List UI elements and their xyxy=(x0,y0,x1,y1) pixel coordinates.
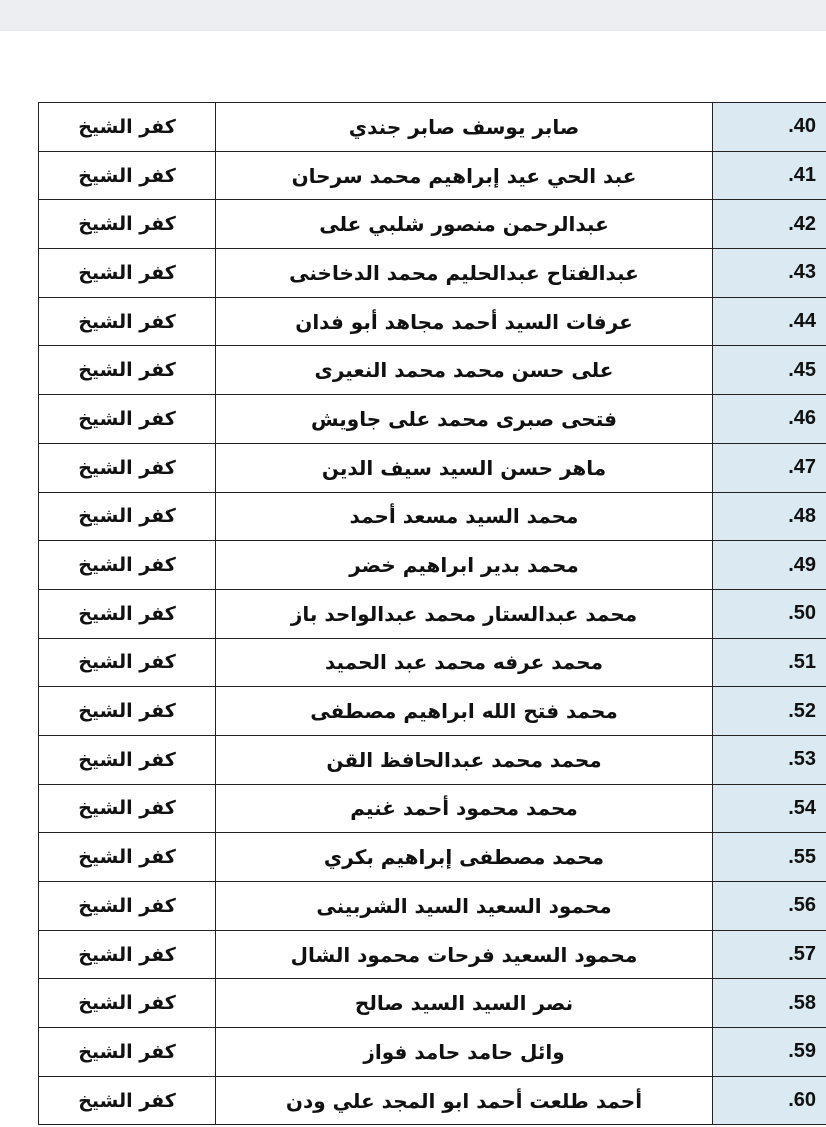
table-row xyxy=(39,930,826,979)
row-number-cell xyxy=(713,930,826,979)
row-number-text: .46 xyxy=(788,407,816,430)
name-cell: نصر السيد السيد صالح xyxy=(216,979,713,1028)
table-row xyxy=(39,443,826,492)
table-row xyxy=(39,492,826,541)
table-row xyxy=(39,784,826,833)
name-cell: محمد مصطفى إبراهيم بكري xyxy=(216,833,713,882)
row-number-cell xyxy=(713,687,826,736)
name-cell: فتحى صبرى محمد على جاويش xyxy=(216,395,713,444)
row-number-text: .57 xyxy=(788,943,816,966)
name-cell: محمد عرفه محمد عبد الحميد xyxy=(216,638,713,687)
table-row xyxy=(39,833,826,882)
city-cell: كفر الشيخ xyxy=(39,589,216,638)
row-number-text: .41 xyxy=(788,164,816,187)
name-cell: محمود السعيد فرحات محمود الشال xyxy=(216,930,713,979)
row-number-cell xyxy=(713,200,826,249)
table-row xyxy=(39,687,826,736)
row-number-text: .44 xyxy=(788,310,816,333)
table-row xyxy=(39,103,826,152)
row-number-cell xyxy=(713,979,826,1028)
row-number-cell xyxy=(713,443,826,492)
city-cell: كفر الشيخ xyxy=(39,1028,216,1077)
row-number-text: .50 xyxy=(788,602,816,625)
row-number-cell xyxy=(713,638,826,687)
name-cell: عبدالفتاح عبدالحليم محمد الدخاخنى xyxy=(216,249,713,298)
row-number-text: .58 xyxy=(788,991,816,1014)
row-number-text: .60 xyxy=(788,1089,816,1112)
city-cell: كفر الشيخ xyxy=(39,492,216,541)
table-row xyxy=(39,1028,826,1077)
table-row xyxy=(39,638,826,687)
name-cell: عبدالرحمن منصور شلبي على xyxy=(216,200,713,249)
row-number-text: .49 xyxy=(788,553,816,576)
row-number-text: .45 xyxy=(788,358,816,381)
row-number-cell xyxy=(713,833,826,882)
row-number-text: .56 xyxy=(788,894,816,917)
row-number-cell xyxy=(713,346,826,395)
name-cell: محمود السعيد السيد الشربينى xyxy=(216,882,713,931)
row-number-cell xyxy=(713,395,826,444)
row-number-text: .42 xyxy=(788,212,816,235)
row-number-text: .55 xyxy=(788,845,816,868)
row-number-cell xyxy=(713,1076,826,1125)
name-cell: محمد السيد مسعد أحمد xyxy=(216,492,713,541)
row-number-text: .48 xyxy=(788,504,816,527)
names-table-container xyxy=(38,102,826,1125)
city-cell: كفر الشيخ xyxy=(39,930,216,979)
table-row xyxy=(39,1076,826,1125)
names-table-body xyxy=(39,103,826,1125)
names-table xyxy=(38,102,826,1125)
row-number-text: .47 xyxy=(788,456,816,479)
name-cell: على حسن محمد محمد النعيرى xyxy=(216,346,713,395)
table-row xyxy=(39,979,826,1028)
row-number-text: .54 xyxy=(788,796,816,819)
table-row xyxy=(39,297,826,346)
table-row xyxy=(39,346,826,395)
row-number-cell xyxy=(713,882,826,931)
row-number-cell xyxy=(713,249,826,298)
name-cell: عبد الحي عيد إبراهيم محمد سرحان xyxy=(216,151,713,200)
name-cell: أحمد طلعت أحمد ابو المجد علي ودن xyxy=(216,1076,713,1125)
name-cell: صابر يوسف صابر جندي xyxy=(216,103,713,152)
city-cell: كفر الشيخ xyxy=(39,687,216,736)
row-number-text: .40 xyxy=(788,115,816,138)
row-number-cell xyxy=(713,151,826,200)
row-number-cell xyxy=(713,103,826,152)
row-number-text: .51 xyxy=(788,650,816,673)
row-number-cell xyxy=(713,589,826,638)
table-row xyxy=(39,151,826,200)
row-number-cell xyxy=(713,492,826,541)
city-cell: كفر الشيخ xyxy=(39,1076,216,1125)
city-cell: كفر الشيخ xyxy=(39,346,216,395)
city-cell: كفر الشيخ xyxy=(39,200,216,249)
row-number-text: .52 xyxy=(788,699,816,722)
city-cell: كفر الشيخ xyxy=(39,541,216,590)
table-row xyxy=(39,735,826,784)
city-cell: كفر الشيخ xyxy=(39,443,216,492)
name-cell: محمد عبدالستار محمد عبدالواحد باز xyxy=(216,589,713,638)
city-cell: كفر الشيخ xyxy=(39,735,216,784)
table-row xyxy=(39,541,826,590)
table-row xyxy=(39,200,826,249)
name-cell: محمد فتح الله ابراهيم مصطفى xyxy=(216,687,713,736)
row-number-cell xyxy=(713,735,826,784)
city-cell: كفر الشيخ xyxy=(39,395,216,444)
table-row xyxy=(39,589,826,638)
city-cell: كفر الشيخ xyxy=(39,151,216,200)
row-number-cell xyxy=(713,541,826,590)
row-number-cell xyxy=(713,1028,826,1077)
name-cell: محمد بدير ابراهيم خضر xyxy=(216,541,713,590)
city-cell: كفر الشيخ xyxy=(39,103,216,152)
top-toolbar-strip xyxy=(0,0,826,31)
city-cell: كفر الشيخ xyxy=(39,833,216,882)
city-cell: كفر الشيخ xyxy=(39,784,216,833)
row-number-text: .59 xyxy=(788,1040,816,1063)
table-row xyxy=(39,395,826,444)
table-row xyxy=(39,249,826,298)
name-cell: عرفات السيد أحمد مجاهد أبو فدان xyxy=(216,297,713,346)
name-cell: ماهر حسن السيد سيف الدين xyxy=(216,443,713,492)
name-cell: محمد محمد عبدالحافظ القن xyxy=(216,735,713,784)
city-cell: كفر الشيخ xyxy=(39,249,216,298)
row-number-cell xyxy=(713,297,826,346)
row-number-cell xyxy=(713,784,826,833)
name-cell: وائل حامد حامد فواز xyxy=(216,1028,713,1077)
city-cell: كفر الشيخ xyxy=(39,297,216,346)
row-number-text: .43 xyxy=(788,261,816,284)
city-cell: كفر الشيخ xyxy=(39,882,216,931)
city-cell: كفر الشيخ xyxy=(39,979,216,1028)
table-row xyxy=(39,882,826,931)
name-cell: محمد محمود أحمد غنيم xyxy=(216,784,713,833)
city-cell: كفر الشيخ xyxy=(39,638,216,687)
row-number-text: .53 xyxy=(788,748,816,771)
